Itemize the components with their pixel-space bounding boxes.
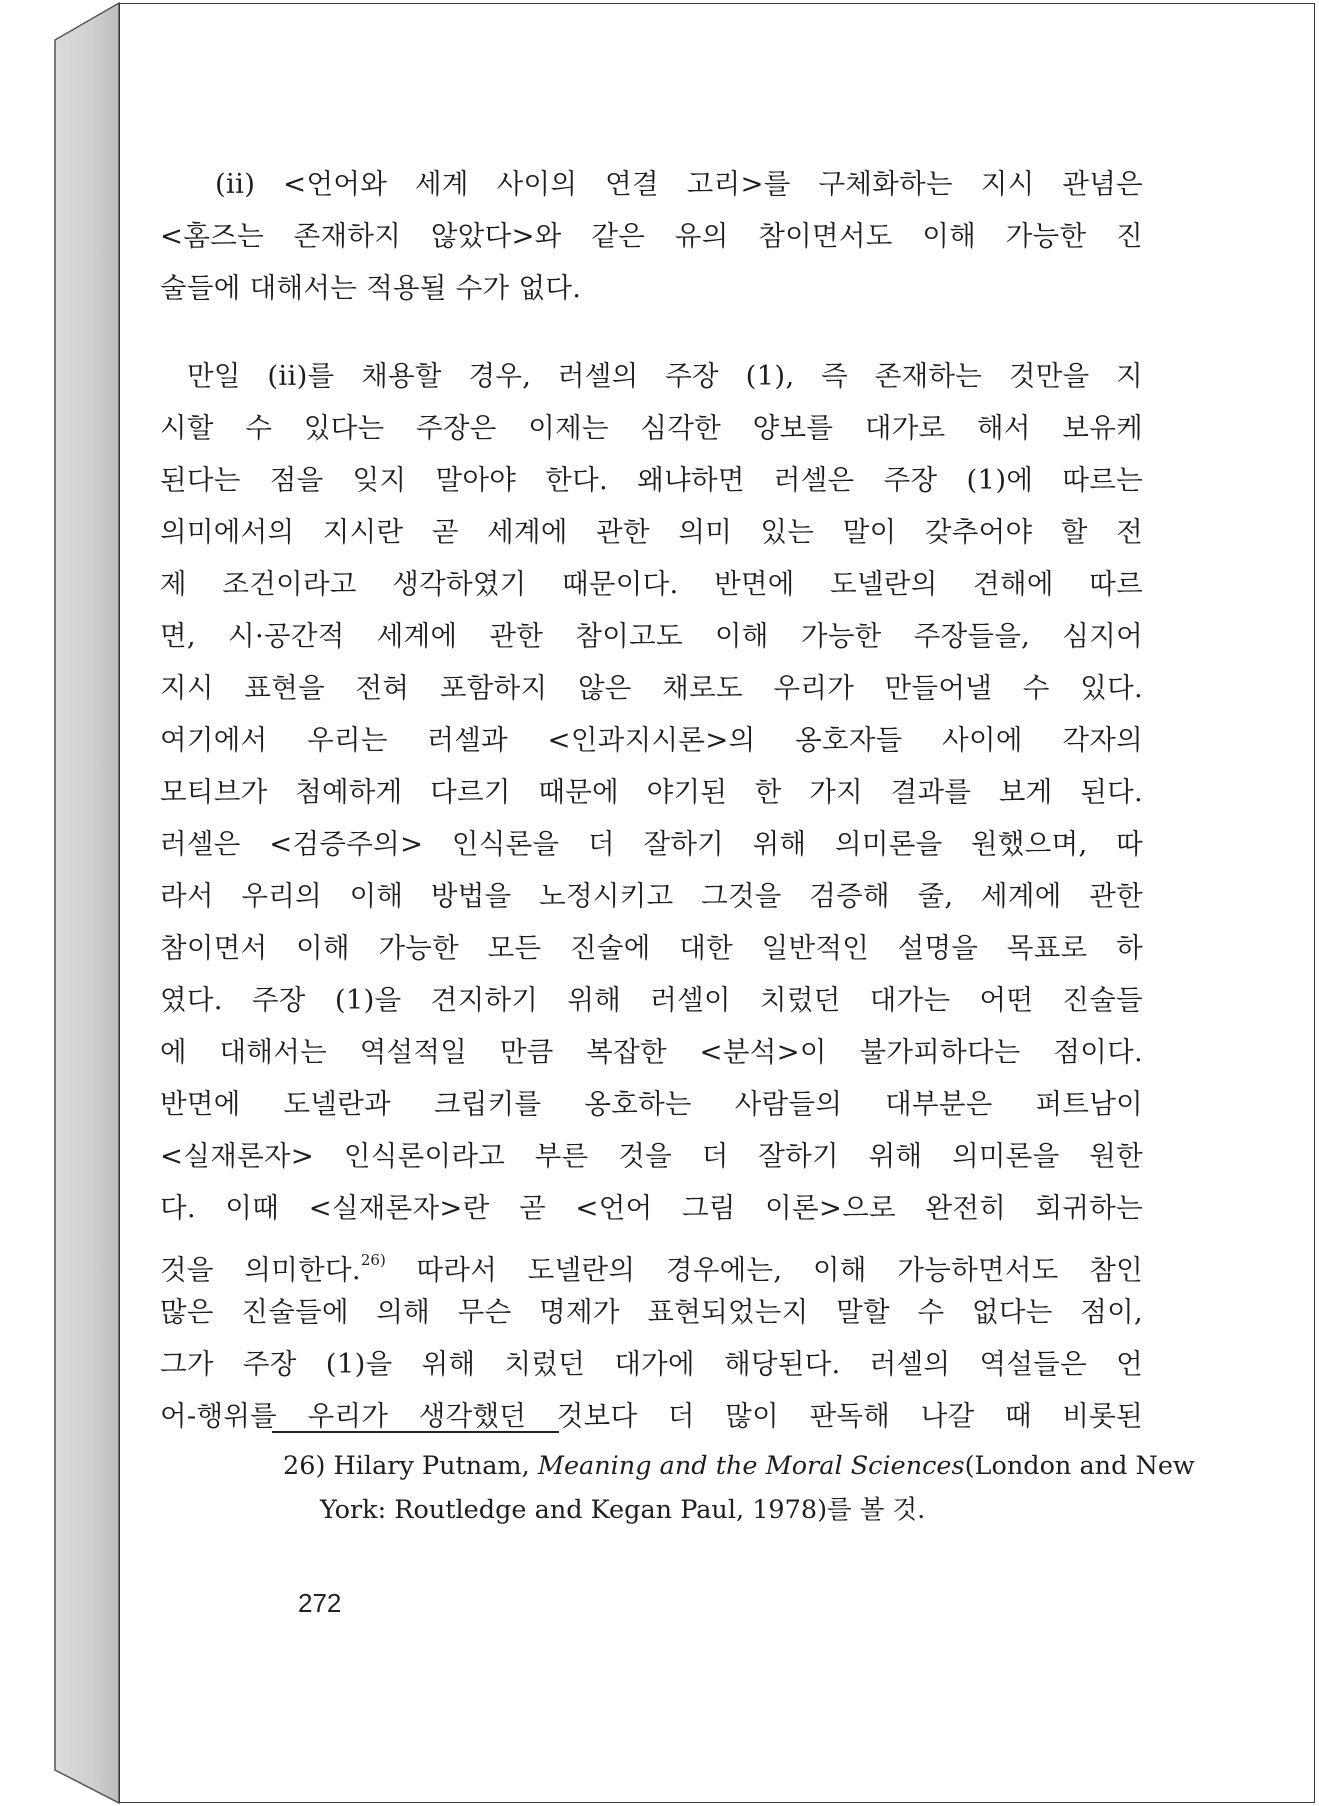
paragraph-line: <실재론자> 인식론이라고 부른 것을 더 잘하기 위해 의미론을 원한	[160, 1140, 1143, 1172]
paragraph-line: 모티브가 첨예하게 다르기 때문에 야기된 한 가지 결과를 보게 된다.	[160, 776, 1143, 808]
paragraph-line: 참이면서 이해 가능한 모든 진술에 대한 일반적인 설명을 목표로 하	[160, 932, 1143, 964]
paragraph-line: 여기에서 우리는 러셀과 <인과지시론>의 옹호자들 사이에 각자의	[160, 724, 1143, 756]
paragraph-text: 것을 의미한다.	[160, 1254, 361, 1286]
footnote-title: Meaning and the Moral Sciences	[537, 1451, 965, 1481]
footnote-line	[283, 1444, 1195, 1488]
footnote-divider	[272, 1431, 559, 1433]
paragraph-line: 만일 (ii)를 채용할 경우, 러셀의 주장 (1), 즉 존재하는 것만을 지	[187, 360, 1143, 392]
block-quote-line: <홈즈는 존재하지 않았다>와 같은 유의 참이면서도 이해 가능한 진	[160, 220, 1143, 252]
paragraph-line: 시할 수 있다는 주장은 이제는 심각한 양보를 대가로 해서 보유케	[160, 412, 1143, 444]
block-quote-line: (ii) <언어와 세계 사이의 연결 고리>를 구체화하는 지시 관념은	[215, 168, 1143, 200]
block-quote	[160, 158, 1143, 314]
paragraph-line: 라서 우리의 이해 방법을 노정시키고 그것을 검증해 줄, 세계에 관한	[160, 880, 1143, 912]
paragraph-line: 면, 시·공간적 세계에 관한 참이고도 이해 가능한 주장들을, 심지어	[160, 620, 1143, 652]
paragraph-line: 러셀은 <검증주의> 인식론을 더 잘하기 위해 의미론을 원했으며, 따	[160, 828, 1143, 860]
block-quote-line: 술들에 대해서는 적용될 수가 없다.	[160, 272, 582, 304]
main-paragraph	[160, 350, 1143, 1442]
paragraph-line: 어-행위를 우리가 생각했던 것보다 더 많이 판독해 나갈 때 비롯된	[160, 1400, 1143, 1432]
footnote	[283, 1444, 1195, 1532]
footnote-publication: (London and New	[964, 1451, 1195, 1481]
paragraph-line: 많은 진술들에 의해 무슨 명제가 표현되었는지 말할 수 없다는 점이,	[160, 1296, 1143, 1328]
footnote-reference[interactable]: 26)	[360, 1251, 386, 1269]
paragraph-text: 따라서 도넬란의 경우에는, 이해 가능하면서도 참인	[385, 1254, 1143, 1286]
book-edge-side	[0, 0, 121, 1806]
page-number: 272	[298, 1588, 342, 1618]
paragraph-line: 지시 표현을 전혀 포함하지 않은 채로도 우리가 만들어낼 수 있다.	[160, 672, 1143, 704]
paragraph-line: 의미에서의 지시란 곧 세계에 관한 의미 있는 말이 갖추어야 할 전	[160, 516, 1143, 548]
paragraph-line: 다. 이때 <실재론자>란 곧 <언어 그림 이론>으로 완전히 회귀하는	[160, 1192, 1143, 1224]
paragraph-line: 였다. 주장 (1)을 견지하기 위해 러셀이 치렀던 대가는 어떤 진술들	[160, 984, 1144, 1016]
footnote-number: 26)	[283, 1451, 326, 1481]
paragraph-line-with-note	[160, 1234, 1143, 1286]
footnote-author: Hilary Putnam,	[333, 1451, 530, 1481]
paragraph-line: 에 대해서는 역설적일 만큼 복잡한 <분석>이 불가피하다는 점이다.	[160, 1036, 1143, 1068]
paragraph-line: 제 조건이라고 생각하였기 때문이다. 반면에 도넬란의 견해에 따르	[160, 568, 1143, 600]
paragraph-line: 반면에 도넬란과 크립키를 옹호하는 사람들의 대부분은 퍼트남이	[160, 1088, 1143, 1120]
paragraph-line: 된다는 점을 잊지 말아야 한다. 왜냐하면 러셀은 주장 (1)에 따르는	[160, 464, 1143, 496]
paragraph-line: 그가 주장 (1)을 위해 치렀던 대가에 해당된다. 러셀의 역설들은 언	[160, 1348, 1143, 1380]
footnote-line: York: Routledge and Kegan Paul, 1978)를 볼 것.	[320, 1495, 926, 1525]
